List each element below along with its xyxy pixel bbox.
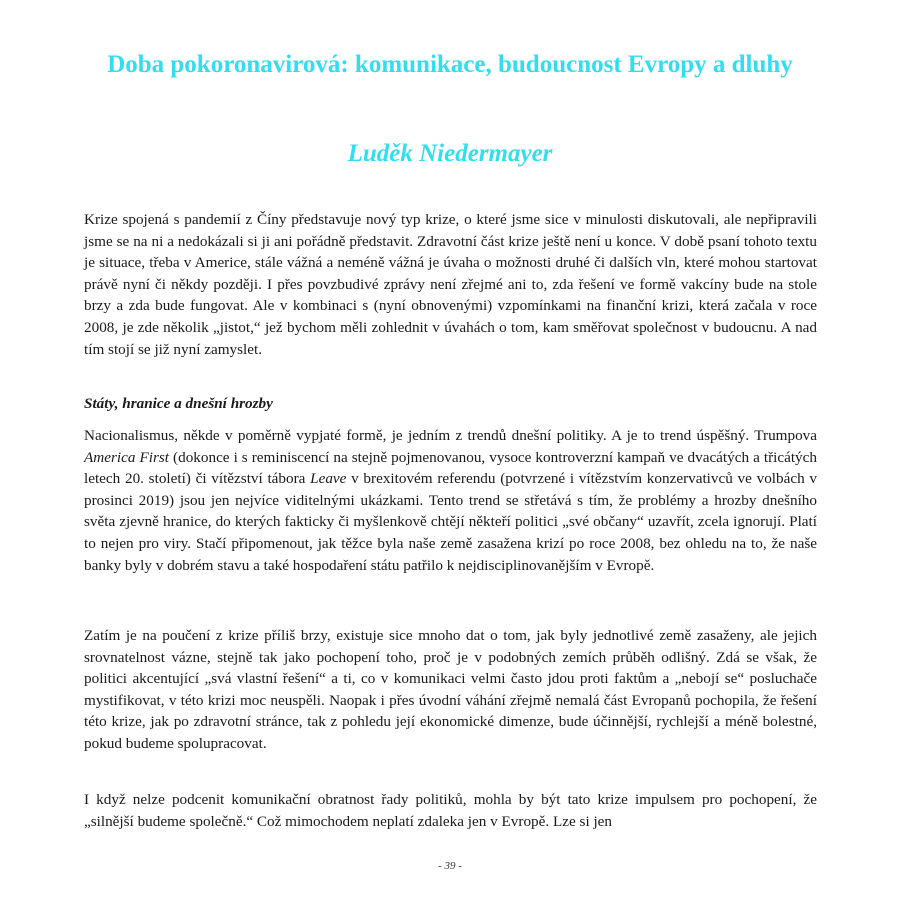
article-author: Luděk Niedermayer bbox=[347, 140, 553, 167]
page-number: - 39 - bbox=[438, 860, 462, 872]
paragraph-communication: I když nelze podcenit komunikační obratnost řady politiků, mohla by být tato krize impulsem pro pochopení, že „silnější budeme společně.“ Což mimochodem neplatí zdaleka jen v Evropě. Lze si jen bbox=[84, 791, 817, 830]
italic-term: America First bbox=[84, 448, 170, 466]
section-heading: Státy, hranice a dnešní hrozby bbox=[84, 395, 273, 412]
paragraph-intro: Krize spojená s pandemií z Číny představuje nový typ krize, o které jsme sice v minulosti diskutovali, ale nepřipravili jsme se na ni a nedokázali si ji ani pořádně představit. Zdravotní část krize ještě není u konce. V době psaní tohoto textu je situace, třeba v Americe, stále vážná a neméně vážná je úvaha o možnosti druhé či dalších vln, které mohou startovat právě nyní či někdy později. I přes povzbudivé zprávy není zřejmé ani to, zda řešení ve formě vakcíny bude na stole brzy a zda bude fungovat. Ale v kombinaci s (nyní obnovenými) vzpomínkami na finanční krizi, která začala v roce 2008, je zde několik „jistot,“ jež bychom měli zohlednit v úvahách o tom, kam směřovat společnost v budoucnu. A nad tím stojí se již nyní zamyslet. bbox=[84, 211, 817, 358]
italic-term: Leave bbox=[310, 470, 347, 488]
article-title: Doba pokoronavirová: komunikace, budoucnost Evropy a dluhy bbox=[107, 51, 793, 78]
paragraph-text: v brexitovém referendu (potvrzené i vítězstvím konzervativců ve volbách v prosinci 2019) jsou jen nejvíce viditelnými ukázkami. Tento trend se střetává s tím, že problémy a hrozby dnešního světa zjevně hranice, do kterých fakticky či myšlenkově chtějí někteří politici „své občany“ uzavřít, zcela ignorují. Platí to nejen pro viry. Stačí připomenout, jak těžce byla naše země zasažena krizí po roce 2008, bez ohledu na to, že naše banky byly v dobrém stavu a také hospodaření státu patřilo k nejdisciplinovanějším v Evropě. bbox=[84, 470, 817, 574]
paragraph-nationalism bbox=[84, 425, 817, 576]
paragraph-text: (dokonce i s reminiscencí na stejně pojmenovanou, vysoce kontroverzní kampaň ve dvacátých a třicátých letech 20. století) či vítězství tábora bbox=[84, 448, 817, 488]
paragraph-text: Nacionalismus, někde v poměrně vypjaté formě, je jedním z trendů dnešní politiky. A je to trend úspěšný. Trumpova bbox=[84, 427, 817, 444]
paragraph-lessons: Zatím je na poučení z krize příliš brzy, existuje sice mnoho dat o tom, jak byly jednotlivé země zasaženy, ale jejich srovnatelnost vázne, stejně tak jako pochopení toho, proč je v podobných zemích průběh odlišný. Zdá se však, že politici akcentující „svá vlastní řešení“ a ti, co v komunikaci velmi často jdou proti faktům a „nebojí se“ posluchače mystifikovat, v této krizi moc neuspěli. Naopak i přes úvodní váhání zřejmě nemalá část Evropanů pochopila, že řešení této krize, jak po zdravotní stránce, tak z pohledu její ekonomické dimenze, bude účinnější, rychlejší a méně bolestné, pokud budeme spolupracovat. bbox=[84, 627, 817, 752]
